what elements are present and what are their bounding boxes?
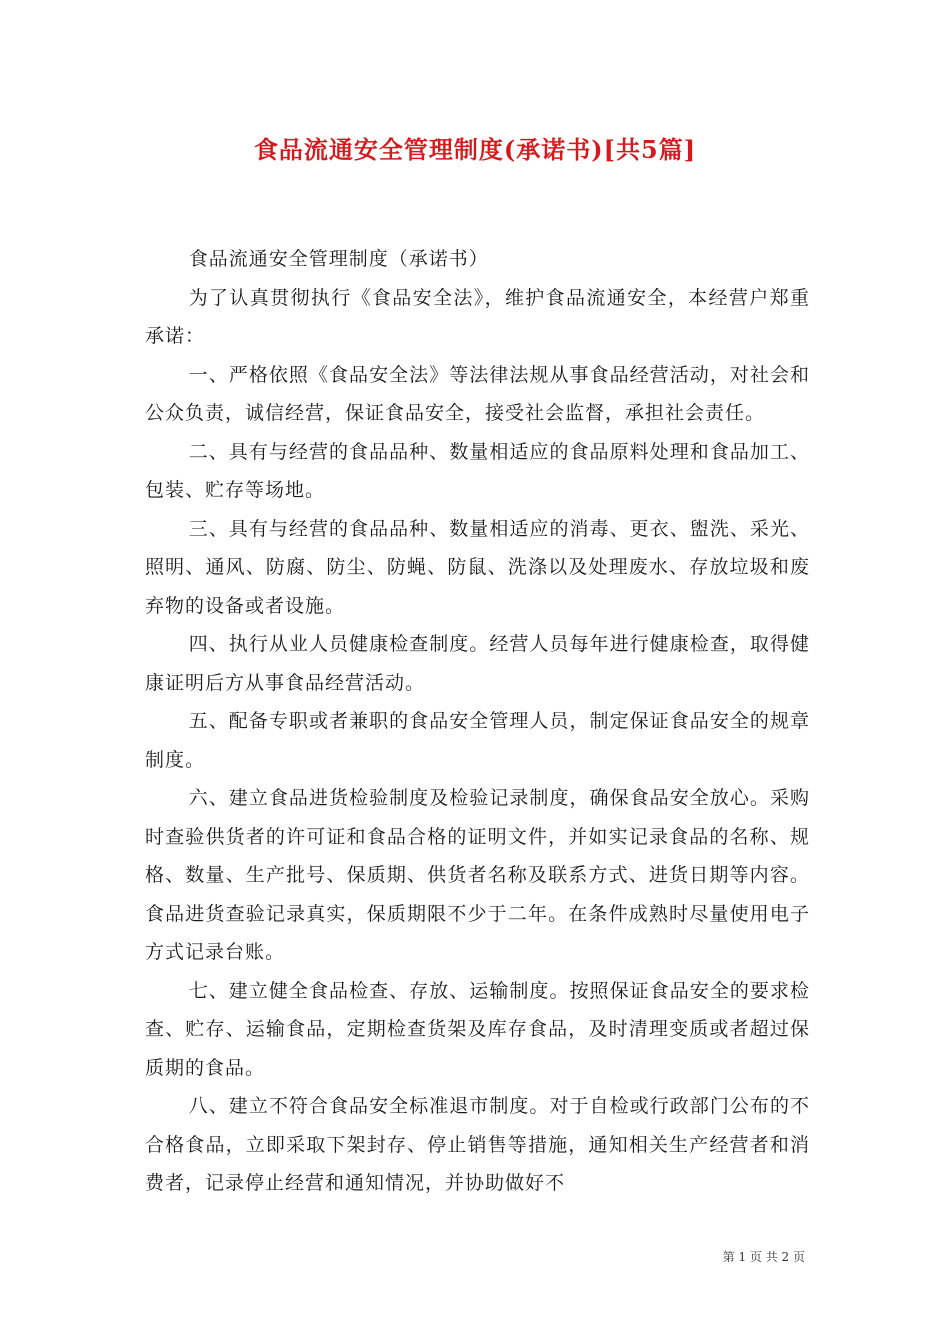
document-subtitle: 食品流通安全管理制度（承诺书） [188, 248, 489, 270]
paragraph-8: 八、建立不符合食品安全标准退市制度。对于自检或行政部门公布的不合格食品，立即采取下架封存、停止销售等措施，通知相关生产经营者和消费者，记录停止经营和通知情况，并协助做好不 [145, 1095, 810, 1194]
paragraph-intro: 为了认真贯彻执行《食品安全法》，维护食品流通安全，本经营户郑重承诺： [145, 286, 810, 347]
paragraph-3: 三、具有与经营的食品品种、数量相适应的消毒、更衣、盥洗、采光、照明、通风、防腐、防尘、防蝇、防鼠、洗涤以及处理废水、存放垃圾和废弃物的设备或者设施。 [145, 517, 810, 617]
paragraph-2: 二、具有与经营的食品品种、数量相适应的食品原料处理和食品加工、包装、贮存等场地。 [145, 440, 810, 501]
document-body [145, 240, 810, 1203]
paragraph-4: 四、执行从业人员健康检查制度。经营人员每年进行健康检查，取得健康证明后方从事食品经营活动。 [145, 633, 810, 694]
page-number: 第 1 页 共 2 页 [722, 1250, 805, 1264]
document-title: 食品流通安全管理制度(承诺书)[共5篇] [253, 135, 697, 164]
paragraph-6: 六、建立食品进货检验制度及检验记录制度，确保食品安全放心。采购时查验供货者的许可证和食品合格的证明文件，并如实记录食品的名称、规格、数量、生产批号、保质期、供货者名称及联系方式、进货日期等内容。食品进货查验记录真实，保质期限不少于二年。在条件成熟时尽量使用电子方式记录台账。 [145, 787, 810, 963]
paragraph-1: 一、严格依照《食品安全法》等法律法规从事食品经营活动，对社会和公众负责，诚信经营，保证食品安全，接受社会监督，承担社会责任。 [145, 363, 810, 424]
paragraph-5: 五、配备专职或者兼职的食品安全管理人员，制定保证食品安全的规章制度。 [145, 710, 810, 771]
paragraph-7: 七、建立健全食品检查、存放、运输制度。按照保证食品安全的要求检查、贮存、运输食品，定期检查货架及库存食品，及时清理变质或者超过保质期的食品。 [145, 979, 810, 1079]
